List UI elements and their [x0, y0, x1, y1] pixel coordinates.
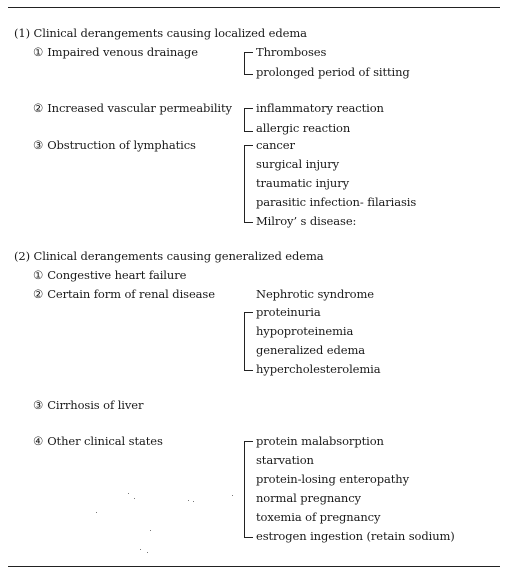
section1-item3	[33, 138, 196, 152]
item-number: ②	[33, 101, 44, 115]
cause-item: normal pregnancy	[256, 491, 361, 505]
section2-item4	[33, 434, 163, 448]
scan-speck	[147, 552, 148, 553]
cause-item: protein malabsorption	[256, 434, 384, 448]
item-label: Impaired venous drainage	[47, 45, 198, 59]
scan-speck	[134, 498, 135, 499]
item-label: Increased vascular permeability	[47, 101, 232, 115]
section2-item1	[33, 268, 186, 282]
cause-item: toxemia of pregnancy	[256, 510, 381, 524]
scan-speck	[96, 512, 97, 513]
cause-item: proteinuria	[256, 305, 321, 319]
item-number: ④	[33, 434, 44, 448]
bracket-renal	[244, 312, 253, 371]
scan-speck	[140, 549, 141, 550]
cause-item: parasitic infection- filariasis	[256, 195, 417, 209]
cause-item: traumatic injury	[256, 176, 349, 190]
bracket-other-states	[244, 441, 253, 538]
section2-item2	[33, 287, 215, 301]
cause-item: hypercholesterolemia	[256, 362, 381, 376]
scan-speck	[193, 501, 194, 502]
bracket-venous	[244, 52, 253, 75]
bracket-lymphatics	[244, 145, 253, 223]
item-label: Obstruction of lymphatics	[47, 138, 196, 152]
section1-item2	[33, 101, 232, 115]
item-number: ②	[33, 287, 44, 301]
section2-item3	[33, 398, 143, 412]
subheader-nephrotic: Nephrotic syndrome	[256, 287, 374, 301]
section1-item1	[33, 45, 198, 59]
cause-item: inflammatory reaction	[256, 101, 384, 115]
item-number: ③	[33, 138, 44, 152]
cause-item: protein-losing enteropathy	[256, 472, 409, 486]
scan-speck	[150, 530, 151, 531]
scan-speck	[128, 493, 129, 494]
item-label: Congestive heart failure	[47, 268, 187, 282]
section2-heading: (2) Clinical derangements causing generalized edema	[14, 249, 324, 263]
cause-item: Milroy’ s disease:	[256, 214, 357, 228]
cause-item: surgical injury	[256, 157, 340, 171]
cause-item: Thromboses	[256, 45, 327, 59]
item-number: ③	[33, 398, 44, 412]
cause-item: prolonged period of sitting	[256, 65, 410, 79]
top-rule	[8, 7, 500, 8]
cause-item: hypoproteinemia	[256, 324, 354, 338]
cause-item: starvation	[256, 453, 314, 467]
item-label: Certain form of renal disease	[47, 287, 215, 301]
item-label: Cirrhosis of liver	[47, 398, 144, 412]
scan-speck	[188, 500, 189, 501]
cause-item: allergic reaction	[256, 121, 351, 135]
item-number: ①	[33, 268, 44, 282]
scan-speck	[232, 495, 233, 496]
bracket-permeability	[244, 108, 253, 132]
item-label: Other clinical states	[47, 434, 163, 448]
section1-heading: (1) Clinical derangements causing localized edema	[14, 26, 307, 40]
cause-item: cancer	[256, 138, 295, 152]
cause-item: generalized edema	[256, 343, 366, 357]
cause-item: estrogen ingestion (retain sodium)	[256, 529, 455, 543]
item-number: ①	[33, 45, 44, 59]
bottom-rule	[8, 566, 500, 567]
